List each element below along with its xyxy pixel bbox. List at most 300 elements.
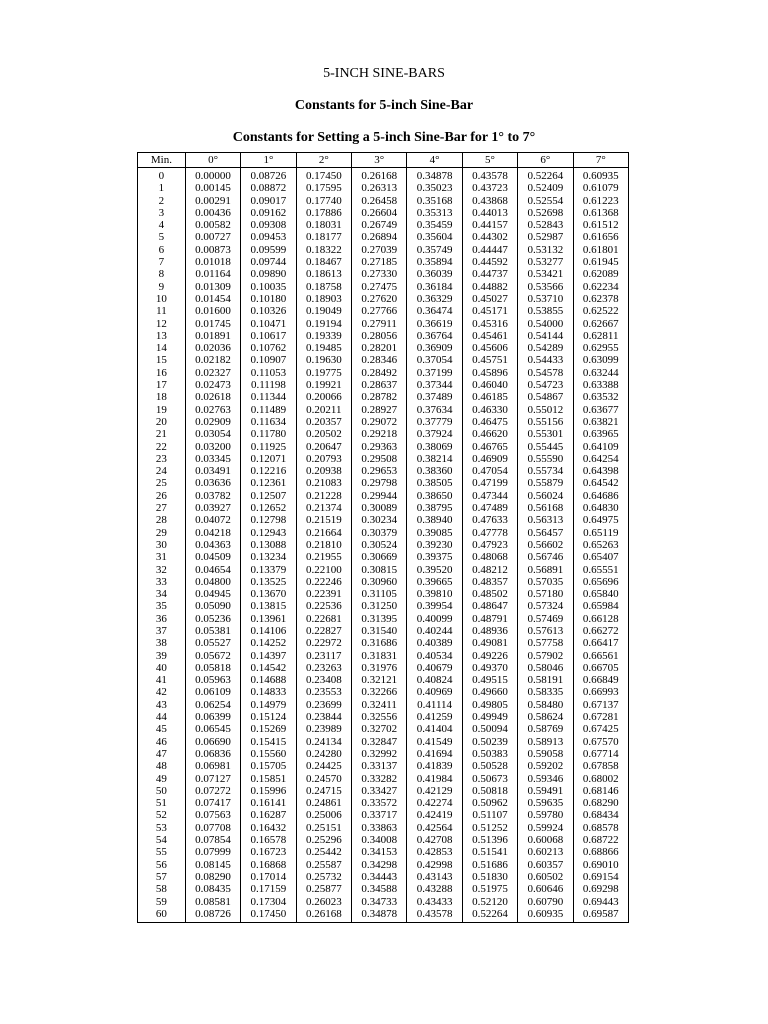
minutes-cell: 20 (155, 415, 167, 428)
degree-1-cell: 0.14542 (250, 661, 287, 674)
degree-5-cell: 0.46909 (472, 452, 508, 465)
minutes-cell: 35 (155, 600, 167, 613)
degree-1-cell: 0.10180 (250, 292, 287, 305)
degree-7-cell: 0.66849 (582, 674, 619, 687)
degree-6-cell: 0.57613 (527, 624, 564, 637)
degree-3-cell: 0.27475 (361, 280, 398, 293)
degree-1-cell: 0.10907 (250, 354, 287, 367)
degree-1-cell: 0.16141 (250, 797, 287, 810)
degree-0-cell: 0.06109 (195, 686, 231, 699)
degree-3-cell: 0.31250 (361, 600, 398, 613)
degree-6-cell: 0.56891 (527, 563, 564, 576)
degree-2-cell: 0.25151 (305, 821, 342, 834)
degree-2-cell: 0.18467 (305, 256, 342, 269)
degree-5-cell: 0.50962 (472, 797, 508, 810)
degree-1-cell: 0.17159 (250, 883, 287, 896)
degree-1-cell: 0.11198 (250, 379, 286, 392)
degree-7-cell: 0.65551 (582, 563, 619, 576)
degree-6-cell: 0.56313 (527, 514, 564, 527)
degree-6-cell: 0.60790 (527, 895, 564, 908)
degree-3-cell: 0.33572 (361, 797, 398, 810)
minutes-cell: 41 (155, 674, 167, 687)
degree-4-cell: 0.37779 (416, 415, 453, 428)
degree-4-cell: 0.42419 (416, 809, 453, 822)
degree-2-cell: 0.18613 (305, 268, 342, 281)
minutes-cell: 13 (155, 329, 167, 342)
degree-4-cell: 0.38940 (416, 514, 453, 527)
degree-3-cell: 0.26604 (361, 206, 398, 219)
degree-1-cell: 0.12652 (250, 502, 287, 515)
degree-0-cell: 0.02618 (195, 391, 231, 404)
sine-bar-constants-table (137, 152, 629, 923)
degree-4-cell: 0.35749 (416, 243, 453, 256)
degree-6-cell: 0.55012 (527, 403, 564, 416)
degree-1-cell: 0.13670 (250, 588, 287, 601)
degree-4-cell: 0.35604 (416, 231, 453, 244)
minutes-cell: 22 (155, 440, 167, 453)
degree-2-cell: 0.22827 (305, 624, 342, 637)
degree-1-cell: 0.12216 (250, 465, 287, 478)
degree-5-cell: 0.46185 (472, 391, 508, 404)
minutes-cell: 60 (155, 907, 167, 920)
degree-4-cell: 0.36909 (416, 342, 453, 355)
degree-1-cell: 0.14106 (250, 624, 287, 637)
degree-4-cell: 0.41694 (416, 747, 453, 760)
degree-7-cell: 0.67137 (582, 698, 619, 711)
degree-5-cell: 0.47054 (472, 465, 508, 478)
degree-6-cell: 0.56602 (527, 538, 564, 551)
degree-6-cell: 0.59058 (527, 747, 564, 760)
degree-0-cell: 0.06690 (195, 735, 231, 748)
degree-4-cell: 0.39085 (416, 526, 453, 539)
degree-4-cell: 0.35894 (416, 256, 453, 269)
degree-1-cell: 0.10617 (250, 329, 287, 342)
degree-0-cell: 0.07708 (195, 821, 231, 834)
degree-0-cell: 0.08290 (195, 870, 231, 883)
degree-3-cell: 0.27766 (361, 305, 398, 318)
degree-1-cell: 0.11634 (250, 415, 287, 428)
degree-7-cell: 0.66417 (582, 637, 619, 650)
degree-1-cell: 0.13234 (250, 551, 287, 564)
degree-2-cell: 0.20647 (305, 440, 342, 453)
document-subtitle: Constants for 5-inch Sine-Bar (294, 98, 474, 113)
minutes-cell: 1 (158, 182, 165, 195)
degree-3-cell: 0.30815 (361, 563, 398, 576)
degree-7-cell: 0.63532 (582, 391, 619, 404)
minutes-cell: 58 (155, 883, 167, 896)
degree-7-cell: 0.64686 (582, 489, 619, 502)
degree-5-cell: 0.51252 (472, 821, 508, 834)
degree-4-cell: 0.38360 (416, 465, 453, 478)
degree-6-cell: 0.58046 (527, 661, 564, 674)
degree-6-cell: 0.58191 (527, 674, 564, 687)
minutes-cell: 3 (158, 206, 165, 219)
degree-1-cell: 0.15851 (250, 772, 287, 785)
degree-3-cell: 0.28346 (361, 354, 398, 367)
degree-3-cell: 0.34588 (361, 883, 398, 896)
minutes-cell: 38 (155, 637, 167, 650)
degree-5-cell: 0.49660 (472, 686, 508, 699)
degree-7-cell: 0.61801 (582, 243, 619, 256)
degree-3-cell: 0.30234 (361, 514, 398, 527)
degree-3-cell: 0.33717 (361, 809, 398, 822)
degree-6-cell: 0.59491 (527, 784, 564, 797)
degree-3-cell: 0.29218 (361, 428, 398, 441)
degree-3-cell: 0.32702 (361, 723, 398, 736)
degree-7-cell: 0.66561 (582, 649, 619, 662)
degree-7-cell: 0.62522 (582, 305, 619, 318)
degree-2-cell: 0.23989 (305, 723, 342, 736)
degree-1-cell: 0.08872 (250, 182, 287, 195)
minutes-cell: 2 (158, 194, 165, 207)
degree-5-cell: 0.48647 (472, 600, 508, 613)
degree-1-cell: 0.14252 (250, 637, 287, 650)
degree-3-cell: 0.26168 (361, 170, 398, 182)
degree-7-cell: 0.64830 (582, 502, 619, 515)
degree-6-cell: 0.59346 (527, 772, 564, 785)
degree-7-cell: 0.61079 (582, 182, 619, 195)
degree-2-cell: 0.20793 (305, 452, 342, 465)
table-caption: Constants for Setting a 5-inch Sine-Bar for 1° to 7° (232, 130, 536, 145)
degree-1-cell: 0.12943 (250, 526, 287, 539)
degree-5-cell: 0.48936 (472, 624, 508, 637)
minutes-cell: 16 (155, 366, 167, 379)
degree-5-cell: 0.46765 (472, 440, 508, 453)
minutes-cell: 56 (155, 858, 167, 871)
degree-3-cell: 0.27330 (361, 268, 398, 281)
degree-3-cell: 0.29072 (361, 415, 398, 428)
degree-7-cell: 0.61512 (582, 219, 619, 232)
minutes-cell: 55 (155, 846, 167, 859)
degree-6-cell: 0.54433 (527, 354, 564, 367)
degree-4-cell: 0.38795 (416, 502, 453, 515)
degree-5-cell: 0.50673 (472, 772, 508, 785)
degree-4-cell: 0.42998 (416, 858, 453, 871)
degree-4-cell: 0.40389 (416, 637, 453, 650)
degree-1-cell: 0.16868 (250, 858, 287, 871)
degree-7-cell: 0.67570 (582, 735, 619, 748)
minutes-cell: 21 (155, 428, 167, 441)
degree-4-cell: 0.43288 (416, 883, 453, 896)
degree-5-cell: 0.49515 (472, 674, 508, 687)
minutes-cell: 43 (155, 698, 167, 711)
degree-3-cell: 0.34733 (361, 895, 398, 908)
degree-5-cell: 0.48212 (472, 563, 508, 576)
degree-5-column (462, 168, 517, 923)
degree-0-cell: 0.03054 (195, 428, 231, 441)
degree-3-cell: 0.29363 (361, 440, 398, 453)
degree-2-cell: 0.18177 (305, 231, 342, 244)
degree-6-cell: 0.56457 (527, 526, 564, 539)
degree-2-cell: 0.25732 (305, 870, 342, 883)
degree-3-cell: 0.31395 (361, 612, 398, 625)
degree-6-cell: 0.59635 (527, 797, 564, 810)
degree-1-cell: 0.16432 (250, 821, 287, 834)
degree-6-cell: 0.60502 (527, 870, 564, 883)
degree-1-cell: 0.11344 (250, 391, 287, 404)
degree-2-cell: 0.21810 (305, 538, 342, 551)
degree-2-cell: 0.19049 (305, 305, 342, 318)
degree-2-cell: 0.22100 (305, 563, 342, 576)
degree-2-cell: 0.25877 (305, 883, 342, 896)
minutes-cell: 4 (158, 219, 165, 232)
header-degree-3: 3° (352, 153, 407, 168)
minutes-cell: 9 (158, 280, 165, 293)
degree-3-cell: 0.32847 (361, 735, 398, 748)
degree-7-cell: 0.61945 (582, 256, 619, 269)
degree-0-cell: 0.04800 (195, 575, 231, 588)
degree-2-cell: 0.24570 (305, 772, 342, 785)
degree-2-cell: 0.23263 (305, 661, 342, 674)
degree-0-cell: 0.04509 (195, 551, 231, 564)
header-minutes: Min. (138, 153, 186, 168)
degree-1-cell: 0.14979 (250, 698, 287, 711)
degree-2-column (296, 168, 351, 923)
degree-6-cell: 0.58769 (527, 723, 564, 736)
degree-2-cell: 0.22246 (305, 575, 342, 588)
degree-1-cell: 0.12798 (250, 514, 287, 527)
degree-3-cell: 0.32121 (361, 674, 398, 687)
degree-4-cell: 0.42853 (416, 846, 453, 859)
degree-5-cell: 0.48791 (472, 612, 508, 625)
degree-3-cell: 0.33282 (361, 772, 398, 785)
degree-7-cell: 0.60935 (582, 170, 619, 182)
degree-7-cell: 0.63677 (582, 403, 619, 416)
degree-6-cell: 0.60357 (527, 858, 564, 871)
degree-4-cell: 0.36764 (416, 329, 453, 342)
minutes-cell: 50 (155, 784, 167, 797)
minutes-cell: 30 (155, 538, 167, 551)
degree-1-cell: 0.08726 (250, 170, 287, 182)
degree-0-cell: 0.01600 (195, 305, 231, 318)
minutes-cell: 29 (155, 526, 167, 539)
minutes-cell: 31 (155, 551, 167, 564)
degree-4-cell: 0.37634 (416, 403, 453, 416)
degree-5-cell: 0.52120 (472, 895, 508, 908)
degree-5-cell: 0.47199 (472, 477, 508, 490)
degree-1-cell: 0.10762 (250, 342, 287, 355)
degree-5-cell: 0.47923 (472, 538, 508, 551)
minutes-cell: 46 (155, 735, 167, 748)
degree-0-cell: 0.02473 (195, 379, 231, 392)
degree-4-cell: 0.41259 (416, 711, 453, 724)
degree-7-column (573, 168, 628, 923)
degree-0-cell: 0.03636 (195, 477, 231, 490)
degree-5-cell: 0.51975 (472, 883, 508, 896)
degree-2-cell: 0.20211 (306, 403, 342, 416)
degree-7-cell: 0.66993 (582, 686, 619, 699)
minutes-cell: 33 (155, 575, 167, 588)
degree-1-cell: 0.09890 (250, 268, 287, 281)
degree-0-cell: 0.01891 (195, 329, 231, 342)
degree-6-cell: 0.54578 (527, 366, 564, 379)
degree-0-cell: 0.01309 (195, 280, 231, 293)
degree-4-cell: 0.40679 (416, 661, 453, 674)
degree-3-cell: 0.30960 (361, 575, 398, 588)
degree-4-cell: 0.43143 (416, 870, 453, 883)
degree-3-cell: 0.28201 (361, 342, 398, 355)
degree-0-cell: 0.06545 (195, 723, 231, 736)
minutes-cell: 24 (155, 465, 167, 478)
minutes-cell: 48 (155, 760, 167, 773)
degree-4-cell: 0.37344 (416, 379, 453, 392)
degree-3-cell: 0.28492 (361, 366, 398, 379)
degree-6-cell: 0.52987 (527, 231, 564, 244)
degree-4-cell: 0.42274 (416, 797, 453, 810)
degree-7-cell: 0.62955 (582, 342, 619, 355)
minutes-cell: 39 (155, 649, 167, 662)
degree-4-cell: 0.35023 (416, 182, 453, 195)
degree-4-cell: 0.40969 (416, 686, 453, 699)
degree-0-cell: 0.03200 (195, 440, 231, 453)
degree-1-cell: 0.15560 (250, 747, 287, 760)
degree-7-cell: 0.64975 (582, 514, 619, 527)
degree-0-column (185, 168, 240, 923)
degree-7-cell: 0.66705 (582, 661, 619, 674)
degree-3-cell: 0.26313 (361, 182, 398, 195)
degree-0-cell: 0.00727 (195, 231, 231, 244)
degree-5-cell: 0.48357 (472, 575, 508, 588)
degree-2-cell: 0.18758 (305, 280, 342, 293)
degree-2-cell: 0.24861 (305, 797, 342, 810)
degree-7-cell: 0.68722 (582, 834, 619, 847)
degree-4-cell: 0.38069 (416, 440, 453, 453)
degree-7-cell: 0.69587 (582, 907, 619, 920)
degree-0-cell: 0.08581 (195, 895, 231, 908)
degree-0-cell: 0.05090 (195, 600, 231, 613)
degree-2-cell: 0.19485 (305, 342, 342, 355)
degree-6-cell: 0.60213 (527, 846, 564, 859)
degree-3-cell: 0.27911 (361, 317, 397, 330)
degree-0-cell: 0.00000 (195, 170, 231, 182)
degree-6-cell: 0.53277 (527, 256, 564, 269)
minutes-cell: 23 (155, 452, 167, 465)
degree-5-cell: 0.51107 (472, 809, 508, 822)
degree-1-cell: 0.15705 (250, 760, 287, 773)
degree-6-cell: 0.55301 (527, 428, 564, 441)
degree-5-cell: 0.44447 (472, 243, 508, 256)
degree-2-cell: 0.21955 (305, 551, 342, 564)
degree-6-cell: 0.54144 (527, 329, 564, 342)
degree-4-cell: 0.41549 (416, 735, 453, 748)
degree-2-cell: 0.20357 (305, 415, 342, 428)
degree-5-cell: 0.43723 (472, 182, 508, 195)
minutes-cell: 54 (155, 834, 167, 847)
degree-6-cell: 0.57324 (527, 600, 564, 613)
degree-2-cell: 0.21374 (305, 502, 342, 515)
degree-4-cell: 0.39954 (416, 600, 453, 613)
minutes-cell: 15 (155, 354, 167, 367)
degree-5-cell: 0.47778 (472, 526, 508, 539)
degree-7-cell: 0.63099 (582, 354, 619, 367)
minutes-cell: 7 (158, 256, 165, 269)
degree-6-cell: 0.57035 (527, 575, 564, 588)
degree-2-cell: 0.26023 (305, 895, 342, 908)
header-degree-4: 4° (407, 153, 462, 168)
degree-2-cell: 0.26168 (305, 907, 342, 920)
degree-4-cell: 0.39520 (416, 563, 453, 576)
degree-7-cell: 0.68866 (582, 846, 619, 859)
degree-3-cell: 0.26749 (361, 219, 398, 232)
degree-1-cell: 0.09744 (250, 256, 287, 269)
degree-6-cell: 0.60068 (527, 834, 564, 847)
degree-0-cell: 0.06981 (195, 760, 231, 773)
degree-6-cell: 0.58624 (527, 711, 564, 724)
degree-3-cell: 0.31831 (361, 649, 398, 662)
degree-4-cell: 0.42564 (416, 821, 453, 834)
degree-7-cell: 0.65696 (582, 575, 619, 588)
degree-1-cell: 0.11925 (250, 440, 287, 453)
degree-2-cell: 0.23408 (305, 674, 342, 687)
degree-6-cell: 0.58480 (527, 698, 564, 711)
degree-1-cell: 0.13961 (250, 612, 287, 625)
degree-4-cell: 0.39375 (416, 551, 453, 564)
degree-6-cell: 0.57180 (527, 588, 564, 601)
degree-2-cell: 0.24425 (305, 760, 342, 773)
degree-1-cell: 0.14397 (250, 649, 287, 662)
degree-2-cell: 0.25587 (305, 858, 342, 871)
degree-2-cell: 0.25442 (305, 846, 342, 859)
degree-1-cell: 0.12361 (250, 477, 287, 490)
degree-0-cell: 0.00145 (195, 182, 231, 195)
degree-3-cell: 0.27620 (361, 292, 398, 305)
degree-1-cell: 0.09017 (250, 194, 287, 207)
degree-4-cell: 0.38505 (416, 477, 453, 490)
degree-3-cell: 0.31540 (361, 624, 398, 637)
degree-4-cell: 0.37054 (416, 354, 453, 367)
degree-4-cell: 0.40534 (416, 649, 453, 662)
table-body-row (138, 168, 629, 923)
degree-7-cell: 0.69010 (582, 858, 619, 871)
degree-2-cell: 0.19194 (305, 317, 342, 330)
header-degree-7: 7° (573, 153, 628, 168)
degree-0-cell: 0.03927 (195, 502, 231, 515)
degree-2-cell: 0.24134 (305, 735, 342, 748)
degree-6-cell: 0.60646 (527, 883, 564, 896)
degree-6-cell: 0.53855 (527, 305, 564, 318)
degree-0-cell: 0.02036 (195, 342, 231, 355)
degree-0-cell: 0.00436 (195, 206, 231, 219)
degree-4-cell: 0.36329 (416, 292, 453, 305)
degree-3-cell: 0.34878 (361, 907, 398, 920)
degree-6-cell: 0.59924 (527, 821, 564, 834)
minutes-cell: 19 (155, 403, 167, 416)
minutes-cell: 26 (155, 489, 167, 502)
degree-5-cell: 0.43578 (472, 170, 508, 182)
degree-7-cell: 0.66272 (582, 624, 619, 637)
degree-6-cell: 0.55590 (527, 452, 564, 465)
degree-2-cell: 0.21664 (305, 526, 342, 539)
degree-4-cell: 0.39230 (416, 538, 453, 551)
degree-0-cell: 0.07563 (195, 809, 231, 822)
degree-1-cell: 0.11053 (250, 366, 287, 379)
degree-0-cell: 0.02763 (195, 403, 231, 416)
degree-7-cell: 0.65119 (583, 526, 619, 539)
degree-2-cell: 0.19775 (305, 366, 342, 379)
degree-1-cell: 0.14688 (250, 674, 287, 687)
degree-0-cell: 0.05236 (195, 612, 231, 625)
degree-7-cell: 0.65984 (582, 600, 619, 613)
degree-6-cell: 0.54289 (527, 342, 564, 355)
degree-7-cell: 0.61223 (582, 194, 619, 207)
degree-6-cell: 0.56168 (527, 502, 564, 515)
degree-1-cell: 0.15269 (250, 723, 287, 736)
degree-7-cell: 0.64254 (582, 452, 619, 465)
degree-2-cell: 0.24715 (305, 784, 342, 797)
degree-7-cell: 0.68146 (582, 784, 619, 797)
degree-3-cell: 0.34153 (361, 846, 398, 859)
degree-7-cell: 0.63965 (582, 428, 619, 441)
